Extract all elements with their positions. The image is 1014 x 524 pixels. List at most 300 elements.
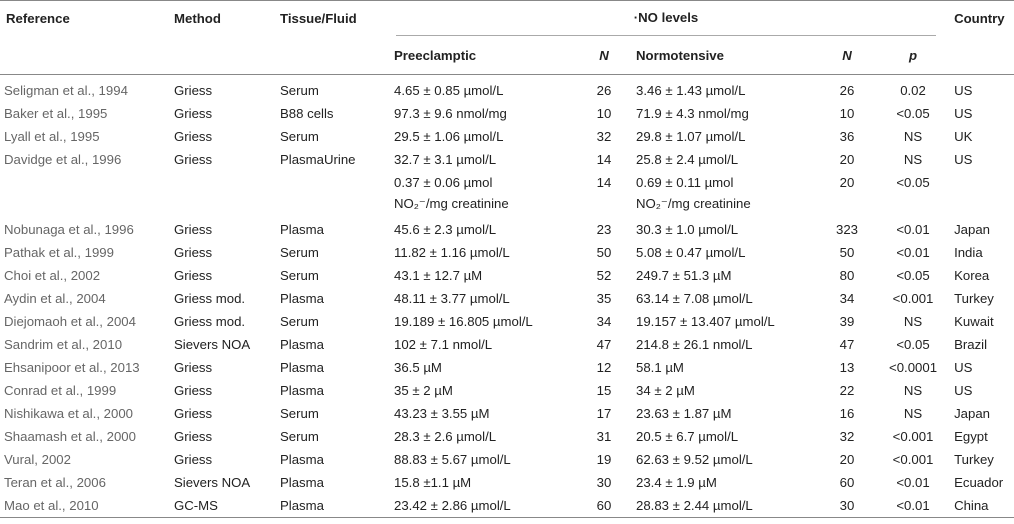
cell-tissue-text: B88 cells bbox=[280, 106, 334, 121]
cell-normotensive bbox=[632, 125, 818, 148]
header-no-levels bbox=[390, 1, 950, 37]
cell-reference bbox=[0, 356, 170, 379]
cell-preeclamptic-text: 23.42 ± 2.86 µmol/L bbox=[394, 498, 511, 513]
cell-p-value-text: NS bbox=[903, 383, 923, 398]
cell-country-text: Kuwait bbox=[954, 314, 994, 329]
cell-country bbox=[950, 79, 1014, 102]
cell-p-value-text: <0.0001 bbox=[889, 360, 938, 375]
cell-country-text: Brazil bbox=[954, 337, 988, 352]
cell-n-normotensive bbox=[818, 310, 876, 333]
cell-country-text: India bbox=[954, 245, 983, 260]
cell-normotensive bbox=[632, 402, 818, 425]
cell-preeclamptic bbox=[390, 287, 576, 310]
table-row bbox=[0, 333, 1014, 356]
cell-n-preeclamptic bbox=[576, 425, 632, 448]
cell-country-text: Turkey bbox=[954, 291, 994, 306]
cell-country-text: Ecuador bbox=[954, 475, 1004, 490]
cell-method-text: Griess bbox=[174, 268, 213, 283]
cell-n-preeclamptic-text: 31 bbox=[596, 429, 612, 444]
cell-preeclamptic bbox=[390, 148, 576, 171]
cell-reference-text: Lyall et al., 1995 bbox=[4, 129, 100, 144]
cell-p-value-text: <0.001 bbox=[892, 429, 934, 444]
cell-p-value bbox=[876, 333, 950, 356]
table-row bbox=[0, 287, 1014, 310]
cell-country-text: Japan bbox=[954, 406, 990, 421]
table-row bbox=[0, 264, 1014, 287]
cell-preeclamptic bbox=[390, 125, 576, 148]
cell-normotensive-text: 3.46 ± 1.43 µmol/L bbox=[636, 83, 746, 98]
cell-method-text: Griess bbox=[174, 129, 213, 144]
cell-reference-text: Diejomaoh et al., 2004 bbox=[4, 314, 136, 329]
cell-p-value bbox=[876, 241, 950, 264]
table-row bbox=[0, 494, 1014, 518]
header-no-levels-label: ·NO levels bbox=[396, 1, 936, 36]
table-row bbox=[0, 471, 1014, 494]
cell-p-value bbox=[876, 448, 950, 471]
cell-tissue bbox=[276, 148, 390, 171]
cell-n-normotensive-text: 16 bbox=[839, 406, 855, 421]
cell-tissue bbox=[276, 333, 390, 356]
cell-normotensive bbox=[632, 148, 818, 171]
table-row bbox=[0, 425, 1014, 448]
cell-p-value-text: <0.001 bbox=[892, 452, 934, 467]
cell-n-normotensive bbox=[818, 102, 876, 125]
cell-preeclamptic-text: 45.6 ± 2.3 µmol/L bbox=[394, 222, 497, 237]
cell-tissue bbox=[276, 494, 390, 518]
cell-preeclamptic bbox=[390, 333, 576, 356]
cell-normotensive-text: 19.157 ± 13.407 µmol/L bbox=[636, 314, 775, 329]
cell-tissue-text: Plasma bbox=[280, 452, 324, 467]
cell-country bbox=[950, 448, 1014, 471]
cell-country bbox=[950, 379, 1014, 402]
cell-reference-text: Ehsanipoor et al., 2013 bbox=[4, 360, 140, 375]
cell-n-preeclamptic-text: 30 bbox=[596, 475, 612, 490]
cell-reference bbox=[0, 171, 170, 218]
cell-reference bbox=[0, 333, 170, 356]
cell-method bbox=[170, 448, 276, 471]
cell-normotensive-text: 5.08 ± 0.47 µmol/L bbox=[636, 245, 746, 260]
cell-method bbox=[170, 425, 276, 448]
cell-n-normotensive-text: 20 bbox=[839, 452, 855, 467]
cell-reference bbox=[0, 218, 170, 241]
cell-reference-text: Choi et al., 2002 bbox=[4, 268, 101, 283]
cell-preeclamptic bbox=[390, 218, 576, 241]
cell-preeclamptic-text: 4.65 ± 0.85 µmol/L bbox=[394, 83, 504, 98]
cell-preeclamptic bbox=[390, 356, 576, 379]
cell-tissue bbox=[276, 241, 390, 264]
cell-reference bbox=[0, 102, 170, 125]
cell-method-text: Sievers NOA bbox=[174, 475, 251, 490]
cell-method-text: Griess mod. bbox=[174, 314, 246, 329]
cell-preeclamptic-text: 88.83 ± 5.67 µmol/L bbox=[394, 452, 511, 467]
cell-method-text: Griess mod. bbox=[174, 291, 246, 306]
cell-country-text: US bbox=[954, 360, 973, 375]
cell-normotensive bbox=[632, 79, 818, 102]
cell-n-normotensive bbox=[818, 402, 876, 425]
cell-n-preeclamptic-text: 15 bbox=[596, 383, 612, 398]
cell-country bbox=[950, 287, 1014, 310]
cell-n-preeclamptic bbox=[576, 356, 632, 379]
cell-preeclamptic bbox=[390, 310, 576, 333]
cell-n-preeclamptic bbox=[576, 241, 632, 264]
cell-normotensive bbox=[632, 310, 818, 333]
cell-normotensive-text: 23.4 ± 1.9 µM bbox=[636, 475, 717, 490]
cell-n-preeclamptic bbox=[576, 148, 632, 171]
cell-country-text: US bbox=[954, 383, 973, 398]
cell-preeclamptic-text: 43.1 ± 12.7 µM bbox=[394, 268, 483, 283]
cell-preeclamptic bbox=[390, 171, 576, 218]
cell-country-text: Japan bbox=[954, 222, 990, 237]
cell-p-value-text: <0.05 bbox=[896, 175, 930, 190]
cell-n-preeclamptic-text: 19 bbox=[596, 452, 612, 467]
cell-p-value-text: <0.01 bbox=[896, 475, 930, 490]
cell-n-normotensive bbox=[818, 79, 876, 102]
cell-n-normotensive bbox=[818, 148, 876, 171]
cell-method bbox=[170, 310, 276, 333]
cell-n-normotensive-text: 60 bbox=[839, 475, 855, 490]
cell-n-preeclamptic bbox=[576, 79, 632, 102]
cell-tissue bbox=[276, 425, 390, 448]
cell-country bbox=[950, 425, 1014, 448]
cell-country-text: Turkey bbox=[954, 452, 994, 467]
cell-normotensive bbox=[632, 287, 818, 310]
cell-normotensive-text: 20.5 ± 6.7 µmol/L bbox=[636, 429, 739, 444]
cell-reference bbox=[0, 287, 170, 310]
cell-n-normotensive-text: 47 bbox=[839, 337, 855, 352]
cell-n-normotensive bbox=[818, 379, 876, 402]
cell-method-text: Griess bbox=[174, 83, 213, 98]
cell-n-preeclamptic-text: 32 bbox=[596, 129, 612, 144]
cell-p-value-text: <0.01 bbox=[896, 498, 930, 513]
cell-p-value-text: 0.02 bbox=[900, 83, 926, 98]
cell-country bbox=[950, 494, 1014, 518]
cell-normotensive bbox=[632, 448, 818, 471]
cell-normotensive bbox=[632, 264, 818, 287]
cell-p-value bbox=[876, 425, 950, 448]
cell-n-normotensive bbox=[818, 287, 876, 310]
cell-reference-text: Seligman et al., 1994 bbox=[4, 83, 128, 98]
cell-p-value bbox=[876, 287, 950, 310]
cell-normotensive bbox=[632, 494, 818, 518]
cell-reference bbox=[0, 264, 170, 287]
cell-tissue bbox=[276, 102, 390, 125]
cell-country bbox=[950, 264, 1014, 287]
cell-country-text: UK bbox=[954, 129, 973, 144]
cell-preeclamptic bbox=[390, 471, 576, 494]
cell-n-normotensive bbox=[818, 241, 876, 264]
cell-reference bbox=[0, 425, 170, 448]
cell-normotensive-text: 62.63 ± 9.52 µmol/L bbox=[636, 452, 753, 467]
cell-normotensive bbox=[632, 171, 818, 218]
cell-n-preeclamptic-text: 60 bbox=[596, 498, 612, 513]
table-row bbox=[0, 102, 1014, 125]
cell-n-normotensive-text: 80 bbox=[839, 268, 855, 283]
cell-tissue bbox=[276, 471, 390, 494]
cell-n-normotensive-text: 36 bbox=[839, 129, 855, 144]
cell-tissue-text: Plasma bbox=[280, 360, 324, 375]
cell-normotensive bbox=[632, 425, 818, 448]
header-p: p bbox=[876, 36, 950, 75]
cell-reference bbox=[0, 148, 170, 171]
cell-n-preeclamptic bbox=[576, 471, 632, 494]
cell-tissue-text: Plasma bbox=[280, 383, 324, 398]
cell-normotensive bbox=[632, 356, 818, 379]
table-row bbox=[0, 356, 1014, 379]
cell-tissue-text: Plasma bbox=[280, 222, 324, 237]
cell-n-preeclamptic bbox=[576, 287, 632, 310]
cell-tissue-text: Serum bbox=[280, 129, 319, 144]
cell-n-preeclamptic bbox=[576, 310, 632, 333]
cell-reference-text: Pathak et al., 1999 bbox=[4, 245, 114, 260]
cell-method bbox=[170, 102, 276, 125]
cell-p-value bbox=[876, 79, 950, 102]
cell-country bbox=[950, 471, 1014, 494]
cell-normotensive-text: 58.1 µM bbox=[636, 360, 684, 375]
cell-reference-text: Mao et al., 2010 bbox=[4, 498, 99, 513]
cell-p-value bbox=[876, 471, 950, 494]
cell-p-value bbox=[876, 379, 950, 402]
cell-n-preeclamptic-text: 17 bbox=[596, 406, 612, 421]
cell-preeclamptic bbox=[390, 379, 576, 402]
cell-reference bbox=[0, 379, 170, 402]
cell-n-normotensive-text: 22 bbox=[839, 383, 855, 398]
cell-country-text: US bbox=[954, 106, 973, 121]
cell-n-normotensive bbox=[818, 448, 876, 471]
cell-method bbox=[170, 356, 276, 379]
cell-n-preeclamptic bbox=[576, 494, 632, 518]
cell-preeclamptic-text: 32.7 ± 3.1 µmol/L bbox=[394, 152, 497, 167]
cell-tissue-text: Serum bbox=[280, 268, 319, 283]
cell-p-value-text: <0.05 bbox=[896, 337, 930, 352]
table-row bbox=[0, 148, 1014, 171]
cell-n-preeclamptic-text: 35 bbox=[596, 291, 612, 306]
cell-reference-text: Davidge et al., 1996 bbox=[4, 152, 122, 167]
cell-reference-text: Nobunaga et al., 1996 bbox=[4, 222, 134, 237]
cell-tissue-text: PlasmaUrine bbox=[280, 152, 356, 167]
cell-p-value-text: <0.01 bbox=[896, 222, 930, 237]
cell-normotensive-text: 71.9 ± 4.3 nmol/mg bbox=[636, 106, 749, 121]
cell-p-value-text: NS bbox=[903, 129, 923, 144]
cell-tissue bbox=[276, 264, 390, 287]
cell-preeclamptic-text: 28.3 ± 2.6 µmol/L bbox=[394, 429, 497, 444]
cell-tissue-text: Plasma bbox=[280, 291, 324, 306]
cell-p-value-text: <0.001 bbox=[892, 291, 934, 306]
cell-reference bbox=[0, 79, 170, 102]
cell-reference-text: Teran et al., 2006 bbox=[4, 475, 106, 490]
cell-method bbox=[170, 79, 276, 102]
cell-method-text: GC-MS bbox=[174, 498, 218, 513]
cell-normotensive-text: 25.8 ± 2.4 µmol/L bbox=[636, 152, 739, 167]
cell-reference bbox=[0, 241, 170, 264]
cell-method bbox=[170, 379, 276, 402]
header-preeclamptic: Preeclamptic bbox=[390, 36, 576, 75]
cell-tissue-text: Serum bbox=[280, 314, 319, 329]
cell-preeclamptic-unit-text: NO₂⁻/mg creatinine bbox=[394, 196, 509, 211]
table-row bbox=[0, 402, 1014, 425]
cell-country bbox=[950, 402, 1014, 425]
cell-method bbox=[170, 171, 276, 218]
cell-n-preeclamptic-text: 50 bbox=[596, 245, 612, 260]
cell-country bbox=[950, 148, 1014, 171]
cell-method bbox=[170, 402, 276, 425]
cell-tissue-text: Serum bbox=[280, 429, 319, 444]
header-country: Country bbox=[950, 1, 1014, 37]
cell-normotensive bbox=[632, 379, 818, 402]
cell-reference bbox=[0, 310, 170, 333]
table-row bbox=[0, 448, 1014, 471]
table-row bbox=[0, 310, 1014, 333]
header-method: Method bbox=[170, 1, 276, 37]
cell-normotensive-text: 34 ± 2 µM bbox=[636, 383, 695, 398]
cell-country-text: Korea bbox=[954, 268, 990, 283]
cell-reference-text: Sandrim et al., 2010 bbox=[4, 337, 123, 352]
cell-country bbox=[950, 171, 1014, 218]
cell-reference-text: Shaamash et al., 2000 bbox=[4, 429, 136, 444]
cell-p-value bbox=[876, 102, 950, 125]
cell-country bbox=[950, 125, 1014, 148]
cell-country bbox=[950, 333, 1014, 356]
table-row bbox=[0, 79, 1014, 102]
cell-tissue-text: Serum bbox=[280, 245, 319, 260]
cell-reference-text: Vural, 2002 bbox=[4, 452, 71, 467]
cell-p-value bbox=[876, 171, 950, 218]
cell-tissue bbox=[276, 310, 390, 333]
cell-normotensive-text: 249.7 ± 51.3 µM bbox=[636, 268, 732, 283]
cell-n-preeclamptic-text: 34 bbox=[596, 314, 612, 329]
cell-preeclamptic bbox=[390, 102, 576, 125]
cell-normotensive bbox=[632, 218, 818, 241]
cell-tissue bbox=[276, 125, 390, 148]
cell-preeclamptic-text: 36.5 µM bbox=[394, 360, 442, 375]
cell-normotensive-text: 30.3 ± 1.0 µmol/L bbox=[636, 222, 739, 237]
cell-preeclamptic-text: 15.8 ±1.1 µM bbox=[394, 475, 472, 490]
cell-preeclamptic bbox=[390, 79, 576, 102]
cell-normotensive-text: 0.69 ± 0.11 µmol bbox=[636, 175, 734, 190]
cell-p-value-text: NS bbox=[903, 314, 923, 329]
cell-reference bbox=[0, 402, 170, 425]
cell-tissue bbox=[276, 79, 390, 102]
cell-n-normotensive-text: 30 bbox=[839, 498, 855, 513]
cell-preeclamptic bbox=[390, 448, 576, 471]
cell-p-value bbox=[876, 148, 950, 171]
cell-n-preeclamptic-text: 23 bbox=[596, 222, 612, 237]
cell-n-normotensive bbox=[818, 264, 876, 287]
cell-normotensive-text: 28.83 ± 2.44 µmol/L bbox=[636, 498, 753, 513]
header-reference: Reference bbox=[0, 1, 170, 37]
cell-n-preeclamptic bbox=[576, 379, 632, 402]
cell-normotensive bbox=[632, 241, 818, 264]
cell-p-value bbox=[876, 310, 950, 333]
cell-n-normotensive-text: 323 bbox=[835, 222, 858, 237]
cell-method bbox=[170, 471, 276, 494]
cell-tissue bbox=[276, 379, 390, 402]
cell-normotensive bbox=[632, 333, 818, 356]
cell-normotensive-unit-text: NO₂⁻/mg creatinine bbox=[636, 196, 751, 211]
cell-country-text: US bbox=[954, 83, 973, 98]
table-row bbox=[0, 241, 1014, 264]
cell-reference bbox=[0, 125, 170, 148]
cell-p-value bbox=[876, 402, 950, 425]
table-row bbox=[0, 171, 1014, 218]
cell-p-value-text: <0.01 bbox=[896, 245, 930, 260]
cell-tissue-text: Plasma bbox=[280, 475, 324, 490]
cell-method-text: Griess bbox=[174, 360, 213, 375]
cell-p-value-text: NS bbox=[903, 152, 923, 167]
cell-p-value bbox=[876, 356, 950, 379]
cell-tissue bbox=[276, 402, 390, 425]
cell-method-text: Sievers NOA bbox=[174, 337, 251, 352]
cell-tissue bbox=[276, 287, 390, 310]
cell-tissue bbox=[276, 218, 390, 241]
cell-country bbox=[950, 310, 1014, 333]
cell-n-preeclamptic bbox=[576, 102, 632, 125]
cell-n-preeclamptic bbox=[576, 333, 632, 356]
cell-preeclamptic-text: 35 ± 2 µM bbox=[394, 383, 453, 398]
cell-preeclamptic bbox=[390, 494, 576, 518]
cell-n-normotensive bbox=[818, 471, 876, 494]
cell-n-preeclamptic-text: 14 bbox=[596, 175, 612, 190]
cell-country bbox=[950, 356, 1014, 379]
cell-reference bbox=[0, 471, 170, 494]
cell-normotensive-text: 63.14 ± 7.08 µmol/L bbox=[636, 291, 753, 306]
cell-p-value bbox=[876, 494, 950, 518]
cell-tissue bbox=[276, 448, 390, 471]
cell-n-normotensive-text: 50 bbox=[839, 245, 855, 260]
cell-n-normotensive bbox=[818, 218, 876, 241]
cell-preeclamptic-text: 102 ± 7.1 nmol/L bbox=[394, 337, 493, 352]
cell-n-normotensive-text: 20 bbox=[839, 152, 855, 167]
cell-n-normotensive bbox=[818, 356, 876, 379]
cell-preeclamptic bbox=[390, 402, 576, 425]
cell-tissue bbox=[276, 171, 390, 218]
cell-country bbox=[950, 102, 1014, 125]
cell-preeclamptic-text: 43.23 ± 3.55 µM bbox=[394, 406, 490, 421]
cell-n-normotensive-text: 20 bbox=[839, 175, 855, 190]
cell-normotensive-text: 29.8 ± 1.07 µmol/L bbox=[636, 129, 746, 144]
header-normotensive: Normotensive bbox=[632, 36, 818, 75]
cell-n-preeclamptic bbox=[576, 218, 632, 241]
cell-n-preeclamptic-text: 47 bbox=[596, 337, 612, 352]
cell-method-text: Griess bbox=[174, 429, 213, 444]
cell-n-normotensive bbox=[818, 333, 876, 356]
cell-method-text: Griess bbox=[174, 406, 213, 421]
cell-p-value bbox=[876, 218, 950, 241]
cell-n-preeclamptic bbox=[576, 264, 632, 287]
cell-p-value bbox=[876, 264, 950, 287]
cell-n-normotensive-text: 10 bbox=[839, 106, 855, 121]
cell-reference bbox=[0, 494, 170, 518]
cell-n-preeclamptic bbox=[576, 171, 632, 218]
cell-method bbox=[170, 125, 276, 148]
cell-n-preeclamptic-text: 12 bbox=[596, 360, 612, 375]
cell-n-preeclamptic bbox=[576, 402, 632, 425]
cell-preeclamptic-text: 19.189 ± 16.805 µmol/L bbox=[394, 314, 533, 329]
cell-n-normotensive-text: 39 bbox=[839, 314, 855, 329]
cell-tissue-text: Plasma bbox=[280, 337, 324, 352]
cell-reference-text: Conrad et al., 1999 bbox=[4, 383, 117, 398]
cell-n-normotensive bbox=[818, 125, 876, 148]
cell-method bbox=[170, 241, 276, 264]
cell-reference bbox=[0, 448, 170, 471]
cell-tissue-text: Serum bbox=[280, 83, 319, 98]
cell-n-preeclamptic-text: 14 bbox=[596, 152, 612, 167]
header-n-preeclamptic: N bbox=[576, 36, 632, 75]
header-row-1 bbox=[0, 1, 1014, 37]
table-row bbox=[0, 379, 1014, 402]
cell-p-value bbox=[876, 125, 950, 148]
cell-preeclamptic-text: 29.5 ± 1.06 µmol/L bbox=[394, 129, 504, 144]
cell-n-normotensive-text: 26 bbox=[839, 83, 855, 98]
